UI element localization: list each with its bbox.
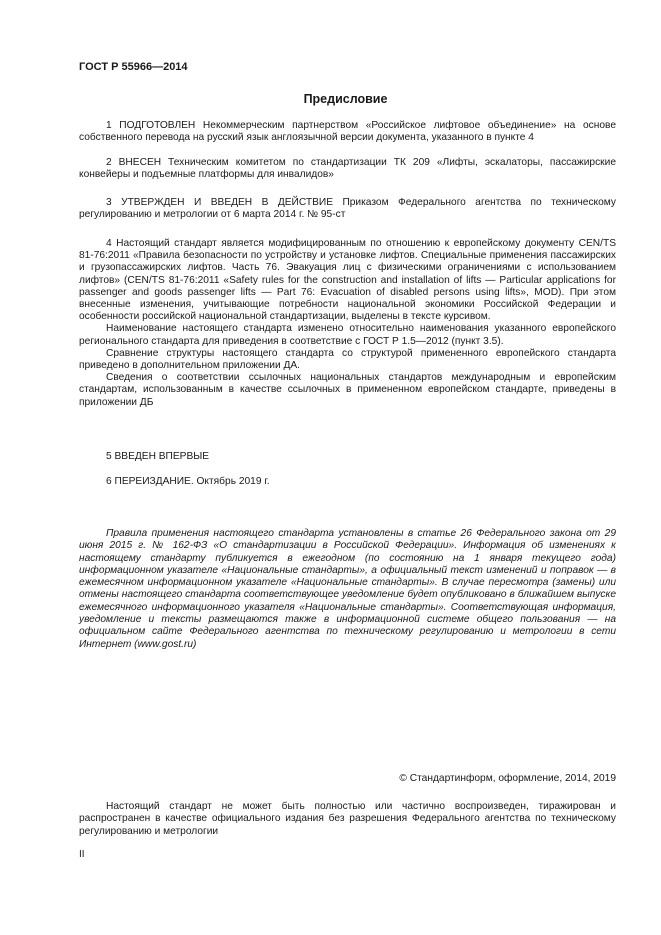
- foreword-title: Предисловие: [303, 92, 388, 106]
- foreword-item-4-paragraph: Наименование настоящего стандарта изменено относительно наименования указанного европейского регионального стандарта для приведения в соответствие с ГОСТ Р 1.5—2012 (пункт 3.5).: [79, 323, 616, 347]
- foreword-item-4: [79, 238, 616, 409]
- application-rules-notice: [79, 528, 616, 651]
- reproduction-notice: [79, 801, 616, 838]
- foreword-item-3: [79, 197, 616, 221]
- foreword-item-2: [79, 157, 616, 181]
- foreword-item-5: [79, 451, 616, 463]
- foreword-item-6: [79, 476, 616, 488]
- foreword-item-6-text: 6 ПЕРЕИЗДАНИЕ. Октябрь 2019 г.: [106, 476, 270, 487]
- page-number: II: [79, 849, 85, 860]
- foreword-item-4-paragraph: Сведения о соответствии ссылочных национальных стандартов международным и европейским стандартам, использованным в качестве ссылочных в примененном европейском стандарте, приведены в приложении ДБ: [79, 372, 616, 408]
- foreword-item-3-text: 3 УТВЕРЖДЕН И ВВЕДЕН В ДЕЙСТВИЕ Приказом Федерального агентства по техническому регулированию и метрологии от 6 марта 2014 г. № 95-ст: [79, 197, 616, 221]
- foreword-item-4-paragraph: Сравнение структуры настоящего стандарта со структурой примененного европейского стандарта приведено в дополнительном приложении ДА.: [79, 347, 616, 372]
- document-code: ГОСТ Р 55966—2014: [79, 61, 188, 73]
- application-rules-text: Правила применения настоящего стандарта установлены в статье 26 Федерального закона от 29 июня 2015 г. № 162-ФЗ «О стандартизации в Российской Федерации». Информация об изменениях к настоящему стандарту публикуется в ежегодном (по состоянию на 1 января текущего года) информационном указателе «Национальные стандарты», а официальный текст изменений и поправок — в ежемесячном информационном указателе «Национальные стандарты». В случае пересмотра (замены) или отмены настоящего стандарта соответствующее уведомление будет опубликовано в ближайшем выпуске ежемесячного информационного указателя «Национальные стандарты». Соответствующая информация, уведомление и тексты размещаются также в информационной системе общего пользования — на официальном сайте Федерального агентства по техническому регулированию и метрологии в сети Интернет (www.gost.ru): [79, 528, 616, 650]
- copyright-line: © Стандартинформ, оформление, 2014, 2019: [399, 773, 616, 784]
- foreword-item-1-text: 1 ПОДГОТОВЛЕН Некоммерческим партнерством «Российское лифтовое объединение» на основе собственного перевода на русский язык англоязычной версии документа, указанного в пункте 4: [79, 120, 616, 144]
- foreword-item-4-paragraph: 4 Настоящий стандарт является модифицированным по отношению к европейскому документу CEN/TS 81-76:2011 «Правила безопасности по устройству и установке лифтов. Специальные применения пассажирских и грузопассажирских лифтов. Часть 76. Эвакуация лиц с физическими ограничениями с использованием лифтов» (CEN/TS 81-76:2011 «Safety rules for the construction and installation of lifts — Particular applications for passenger and goods passenger lifts — Part 76: Evacuation of disabled persons using lifts», MOD). При этом внесенные изменения, учитывающие потребности национальной экономики Российской Федерации и особенности российской национальной стандартизации, выделены в тексте курсивом.: [79, 238, 616, 323]
- foreword-item-5-text: 5 ВВЕДЕН ВПЕРВЫЕ: [106, 451, 210, 462]
- foreword-item-1: [79, 120, 616, 144]
- foreword-item-2-text: 2 ВНЕСЕН Техническим комитетом по стандартизации ТК 209 «Лифты, эскалаторы, пассажирские конвейеры и подъемные платформы для инвалидов»: [79, 157, 616, 181]
- reproduction-notice-text: Настоящий стандарт не может быть полностью или частично воспроизведен, тиражирован и распространен в качестве официального издания без разрешения Федерального агентства по техническому регулированию и метрологии: [79, 801, 616, 837]
